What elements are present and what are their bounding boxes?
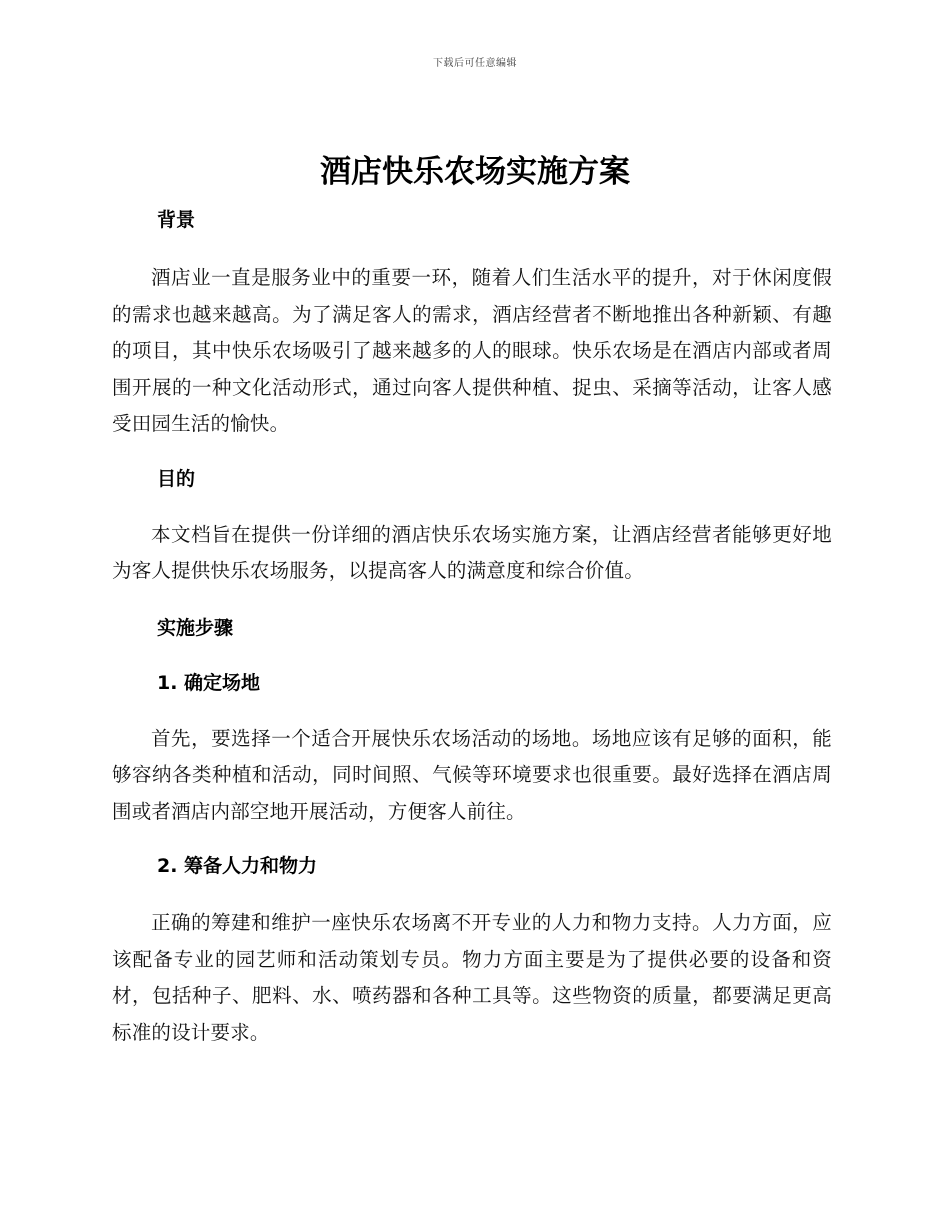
document-body xyxy=(112,200,832,1051)
paragraph-background: 酒店业一直是服务业中的重要一环，随着人们生活水平的提升，对于休闲度假的需求也越来越高。为了满足客人的需求，酒店经营者不断地推出各种新颖、有趣的项目，其中快乐农场吸引了越来越多的人的眼球。快乐农场是在酒店内部或者周围开展的一种文化活动形式，通过向客人提供种植、捉虫、采摘等活动，让客人感受田园生活的愉快。 xyxy=(112,266,832,435)
section-heading-purpose: 目的 xyxy=(157,467,196,490)
section-heading-steps: 实施步骤 xyxy=(157,616,234,639)
paragraph-step-1: 首先，要选择一个适合开展快乐农场活动的场地。场地应该有足够的面积，能够容纳各类种植和活动，同时间照、气候等环境要求也很重要。最好选择在酒店周围或者酒店内部空地开展活动，方便客人前往。 xyxy=(112,726,832,823)
step-heading-2: 2. 筹备人力和物力 xyxy=(157,855,318,877)
step-heading-1: 1. 确定场地 xyxy=(157,671,261,694)
paragraph-step-2: 正确的筹建和维护一座快乐农场离不开专业的人力和物力支持。人力方面，应该配备专业的园艺师和活动策划专员。物力方面主要是为了提供必要的设备和资材，包括种子、肥料、水、喷药器和各种工具等。这些物资的质量，都要满足更高标准的设计要求。 xyxy=(112,911,832,1044)
section-heading-background: 背景 xyxy=(157,209,196,231)
document-title: 酒店快乐农场实施方案 xyxy=(320,154,630,190)
paragraph-purpose: 本文档旨在提供一份详细的酒店快乐农场实施方案，让酒店经营者能够更好地为客人提供快乐农场服务，以提高客人的满意度和综合价值。 xyxy=(112,522,832,582)
header-note: 下载后可任意编辑 xyxy=(433,58,517,69)
